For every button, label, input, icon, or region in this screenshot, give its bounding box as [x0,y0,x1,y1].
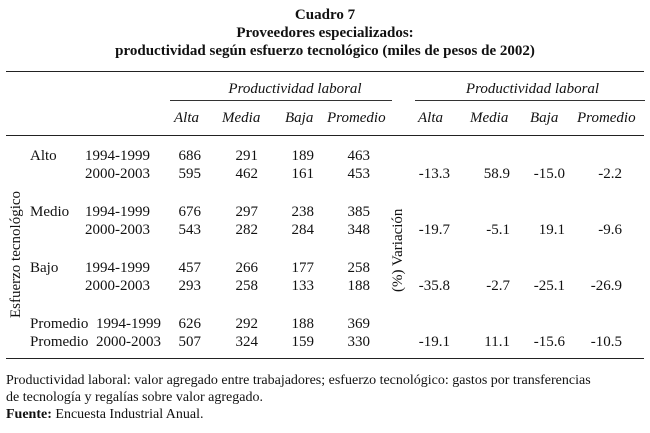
var-cell-media: -2.7 [486,278,510,294]
cell-media: 297 [235,204,258,220]
cell-alta: 626 [178,316,201,332]
row-period: 1994-1999 [85,148,150,164]
var-cell-alta: -13.3 [418,166,450,182]
cell-baja: 189 [291,148,314,164]
col-header-var-promedio: Promedio [577,110,636,126]
cell-promedio: 258 [347,260,370,276]
cell-baja: 177 [291,260,314,276]
cell-alta: 293 [178,278,201,294]
col-header-media: Media [222,110,261,126]
row-period: 1994-1999 [85,260,150,276]
var-cell-media: 11.1 [484,334,510,350]
group-rule-right [415,100,645,101]
source-line [6,406,204,423]
bottom-rule [6,358,644,359]
cell-alta: 595 [178,166,201,182]
row-axis-label: Esfuerzo tecnológico [8,190,24,318]
col-header-var-baja: Baja [530,110,559,126]
var-cell-promedio: -26.9 [590,278,622,294]
group-rule-left [170,100,392,101]
cell-baja: 133 [291,278,314,294]
cell-promedio: 463 [347,148,370,164]
row-period: 2000-2003 [96,334,161,350]
col-header-alta: Alta [174,110,199,126]
table-note-line-1: Productividad laboral: valor agregado entre trabajadores; esfuerzo tecnológico: gastos por transferencias [6,373,591,388]
row-period: 1994-1999 [85,204,150,220]
cell-media: 292 [235,316,258,332]
table-title-line-2: Proveedores especializados: [236,25,414,41]
cell-media: 266 [235,260,258,276]
var-cell-media: -5.1 [486,222,510,238]
var-cell-promedio: -2.2 [598,166,622,182]
col-header-promedio: Promedio [327,110,386,126]
cell-baja: 188 [291,316,314,332]
cell-alta: 543 [178,222,201,238]
table-title-line-3: productividad según esfuerzo tecnológico (miles de pesos de 2002) [115,43,535,59]
cell-promedio: 385 [347,204,370,220]
row-label-promedio: Promedio [30,316,89,332]
cell-alta: 686 [178,148,201,164]
var-cell-alta: -19.7 [418,222,450,238]
cell-alta: 676 [178,204,201,220]
row-period: 2000-2003 [85,166,150,182]
var-cell-promedio: -9.6 [598,222,622,238]
cell-promedio: 348 [347,222,370,238]
source-text: Encuesta Industrial Anual. [55,407,204,422]
var-cell-alta: -19.1 [418,334,450,350]
var-cell-baja: -15.6 [533,334,565,350]
cell-promedio: 330 [347,334,370,350]
col-header-var-media: Media [470,110,509,126]
row-label-alto: Alto [30,148,57,164]
top-rule [6,71,644,72]
row-label-promedio: Promedio [30,334,89,350]
variation-axis-label: (%) Variación [390,208,406,292]
group-header-right: Productividad laboral [465,81,600,97]
var-cell-media: 58.9 [483,166,510,182]
cell-media: 282 [235,222,258,238]
row-period: 2000-2003 [85,278,150,294]
var-cell-baja: -15.0 [533,166,565,182]
row-period: 1994-1999 [96,316,161,332]
cell-alta: 457 [178,260,201,276]
source-label: Fuente: [6,407,52,422]
var-cell-baja: -25.1 [533,278,565,294]
table-note-line-2: de tecnología y regalías sobre valor agregado. [6,390,263,405]
col-header-var-alta: Alta [418,110,443,126]
group-header-left: Productividad laboral [228,81,362,97]
cell-media: 462 [235,166,258,182]
cell-promedio: 369 [347,316,370,332]
table-title-line-1: Cuadro 7 [294,7,356,23]
cell-promedio: 188 [347,278,370,294]
row-period: 2000-2003 [85,222,150,238]
cell-media: 324 [235,334,258,350]
row-label-medio: Medio [30,204,70,220]
var-cell-baja: 19.1 [538,222,565,238]
var-cell-promedio: -10.5 [590,334,622,350]
col-header-baja: Baja [285,110,314,126]
cell-media: 291 [235,148,258,164]
row-label-bajo: Bajo [30,260,59,276]
var-cell-alta: -35.8 [418,278,450,294]
cell-baja: 238 [291,204,314,220]
cell-baja: 161 [291,166,314,182]
cell-media: 258 [235,278,258,294]
cell-baja: 159 [291,334,314,350]
cell-baja: 284 [291,222,314,238]
header-rule [6,135,644,136]
cell-alta: 507 [178,334,201,350]
cell-promedio: 453 [347,166,370,182]
